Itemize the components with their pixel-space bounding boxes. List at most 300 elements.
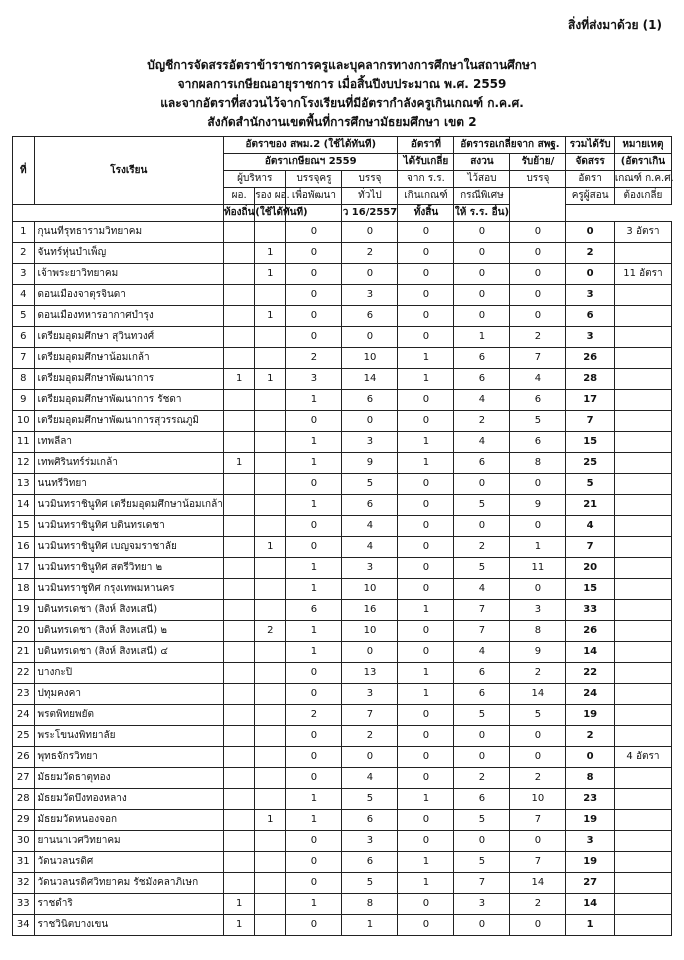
row-excess: 0: [398, 390, 454, 411]
row-director: [224, 705, 255, 726]
row-director: [224, 516, 255, 537]
header-group-retire: อัตราเกษียณฯ 2559: [224, 154, 398, 171]
row-excess: 1: [398, 789, 454, 810]
table-row: [13, 600, 672, 621]
row-move: 7: [510, 810, 566, 831]
row-total: 33: [566, 600, 614, 621]
row-deputy: [255, 579, 286, 600]
row-reserve: 0: [454, 747, 510, 768]
row-general: 0: [342, 327, 398, 348]
header-director: ผอ.: [224, 188, 255, 205]
row-local: 0: [286, 264, 342, 285]
row-number: 30: [13, 831, 35, 852]
row-deputy: [255, 390, 286, 411]
row-total: 1: [566, 915, 614, 936]
row-number: 12: [13, 453, 35, 474]
row-note: [614, 411, 671, 432]
row-local: 0: [286, 474, 342, 495]
row-deputy: [255, 726, 286, 747]
row-note: [614, 474, 671, 495]
row-total: 3: [566, 285, 614, 306]
row-number: 22: [13, 663, 35, 684]
row-total: 7: [566, 411, 614, 432]
row-number: 14: [13, 495, 35, 516]
row-number: 7: [13, 348, 35, 369]
row-excess: 1: [398, 348, 454, 369]
row-total: 0: [566, 264, 614, 285]
row-excess: 1: [398, 432, 454, 453]
row-move: 0: [510, 579, 566, 600]
row-local: 1: [286, 789, 342, 810]
row-local: 1: [286, 453, 342, 474]
row-director: [224, 852, 255, 873]
row-reserve: 0: [454, 243, 510, 264]
row-general: 10: [342, 579, 398, 600]
row-total: 22: [566, 663, 614, 684]
row-note: [614, 810, 671, 831]
table-row: [13, 411, 672, 432]
row-local: 0: [286, 516, 342, 537]
row-move: 14: [510, 684, 566, 705]
table-row: [13, 327, 672, 348]
row-total: 0: [566, 222, 614, 243]
table-row: [13, 789, 672, 810]
row-reserve: 7: [454, 873, 510, 894]
row-director: [224, 684, 255, 705]
row-move: 11: [510, 558, 566, 579]
row-general: 1: [342, 915, 398, 936]
header-total-line2: จัดสรร: [566, 154, 614, 171]
row-school: พรตพิทยพยัต: [34, 705, 224, 726]
row-reserve: 5: [454, 705, 510, 726]
table-row: [13, 369, 672, 390]
row-reserve: 0: [454, 222, 510, 243]
row-reserve: 6: [454, 369, 510, 390]
row-general: 7: [342, 705, 398, 726]
row-deputy: [255, 915, 286, 936]
row-note: [614, 432, 671, 453]
row-school: เตรียมอุดมศึกษา สุวินทวงศ์: [34, 327, 224, 348]
row-total: 4: [566, 516, 614, 537]
row-number: 33: [13, 894, 35, 915]
row-school: นวมินทราชินูทิศ เตรียมอุดมศึกษาน้อมเกล้า: [34, 495, 224, 516]
row-note: [614, 915, 671, 936]
row-school: ยานนาเวศวิทยาคม: [34, 831, 224, 852]
row-move: 2: [510, 894, 566, 915]
row-director: [224, 621, 255, 642]
row-school: ปทุมคงคา: [34, 684, 224, 705]
row-deputy: [255, 600, 286, 621]
row-total: 5: [566, 474, 614, 495]
row-move: 7: [510, 852, 566, 873]
row-reserve: 6: [454, 789, 510, 810]
row-director: [224, 558, 255, 579]
row-note: [614, 600, 671, 621]
row-director: [224, 474, 255, 495]
row-total: 19: [566, 852, 614, 873]
row-general: 9: [342, 453, 398, 474]
table-row: [13, 474, 672, 495]
row-director: [224, 264, 255, 285]
row-school: เตรียมอุดมศึกษาพัฒนาการ รัชดา: [34, 390, 224, 411]
row-reserve: 6: [454, 684, 510, 705]
row-excess: 0: [398, 327, 454, 348]
row-general: 4: [342, 516, 398, 537]
row-reserve: 6: [454, 453, 510, 474]
row-local: 2: [286, 705, 342, 726]
row-number: 31: [13, 852, 35, 873]
row-general: 4: [342, 537, 398, 558]
row-total: 6: [566, 306, 614, 327]
row-excess: 0: [398, 495, 454, 516]
row-school: นนทรีวิทยา: [34, 474, 224, 495]
row-school: กุนนทีรุทธารามวิทยาคม: [34, 222, 224, 243]
row-note: 11 อัตรา: [614, 264, 671, 285]
row-director: [224, 222, 255, 243]
row-move: 14: [510, 873, 566, 894]
row-excess: 0: [398, 831, 454, 852]
row-note: [614, 558, 671, 579]
row-note: [614, 852, 671, 873]
row-move: 5: [510, 411, 566, 432]
table-row: [13, 810, 672, 831]
row-number: 27: [13, 768, 35, 789]
row-local: 1: [286, 558, 342, 579]
row-deputy: [255, 411, 286, 432]
row-reserve: 6: [454, 663, 510, 684]
row-number: 32: [13, 873, 35, 894]
row-general: 6: [342, 390, 398, 411]
row-director: 1: [224, 453, 255, 474]
row-local: 0: [286, 726, 342, 747]
table-row: [13, 432, 672, 453]
header-blank: [13, 205, 224, 222]
row-excess: 0: [398, 306, 454, 327]
row-note: [614, 243, 671, 264]
row-note: [614, 726, 671, 747]
row-director: [224, 348, 255, 369]
row-total: 21: [566, 495, 614, 516]
row-number: 9: [13, 390, 35, 411]
header-total-line3: อัตรา: [566, 171, 614, 188]
row-local: 0: [286, 243, 342, 264]
header-group-adjust: อัตรารอเกลี่ยจาก สพฐ.: [454, 137, 566, 154]
row-school: เทพศิรินทร์ร่มเกล้า: [34, 453, 224, 474]
header-reserve-line4: ว 16/2557: [342, 205, 398, 222]
header-note-line4: ต้องเกลี่ย: [614, 188, 671, 205]
row-director: [224, 390, 255, 411]
row-school: ดอนเมืองทหารอากาศบำรุง: [34, 306, 224, 327]
row-excess: 0: [398, 537, 454, 558]
row-school: บดินทรเดชา (สิงห์ สิงหเสนี) ๒: [34, 621, 224, 642]
row-reserve: 2: [454, 411, 510, 432]
row-director: 1: [224, 915, 255, 936]
row-director: [224, 327, 255, 348]
row-general: 14: [342, 369, 398, 390]
row-reserve: 4: [454, 579, 510, 600]
title-line-1: บัญชีการจัดสรรอัตราข้าราชการครูและบุคลากรทางการศึกษาในสถานศึกษา: [147, 58, 537, 72]
table-row: [13, 852, 672, 873]
row-general: 8: [342, 894, 398, 915]
row-move: 7: [510, 348, 566, 369]
row-director: [224, 537, 255, 558]
header-excess-line1: อัตราที่: [398, 137, 454, 154]
header-general-line2: ทั่วไป: [342, 188, 398, 205]
row-total: 2: [566, 243, 614, 264]
row-note: 4 อัตรา: [614, 747, 671, 768]
row-total: 19: [566, 810, 614, 831]
header-general-line1: บรรจุ: [342, 171, 398, 188]
row-school: เทพลีลา: [34, 432, 224, 453]
row-number: 8: [13, 369, 35, 390]
row-total: 15: [566, 432, 614, 453]
row-director: [224, 663, 255, 684]
header-local-line2: เพื่อพัฒนา: [286, 188, 342, 205]
row-total: 3: [566, 831, 614, 852]
row-number: 34: [13, 915, 35, 936]
row-general: 3: [342, 831, 398, 852]
row-total: 0: [566, 747, 614, 768]
row-excess: 1: [398, 453, 454, 474]
row-note: [614, 894, 671, 915]
row-reserve: 5: [454, 495, 510, 516]
row-director: [224, 831, 255, 852]
row-reserve: 2: [454, 537, 510, 558]
table-row: [13, 264, 672, 285]
row-general: 6: [342, 810, 398, 831]
row-local: 1: [286, 495, 342, 516]
row-excess: 0: [398, 915, 454, 936]
row-total: 7: [566, 537, 614, 558]
row-reserve: 0: [454, 915, 510, 936]
title-line-3: และจากอัตราที่สงวนไว้จากโรงเรียนที่มีอัตรากำลังครูเกินเกณฑ์ ก.ค.ศ.: [160, 96, 524, 110]
row-note: [614, 642, 671, 663]
row-deputy: 1: [255, 243, 286, 264]
row-deputy: [255, 705, 286, 726]
row-reserve: 7: [454, 600, 510, 621]
row-local: 1: [286, 579, 342, 600]
row-reserve: 0: [454, 474, 510, 495]
row-excess: 0: [398, 726, 454, 747]
header-total-line4: ครูผู้สอน: [566, 188, 614, 205]
row-school: มัธยมวัดธาตุทอง: [34, 768, 224, 789]
row-number: 24: [13, 705, 35, 726]
row-director: [224, 642, 255, 663]
row-general: 10: [342, 348, 398, 369]
row-number: 3: [13, 264, 35, 285]
row-local: 1: [286, 894, 342, 915]
row-excess: 1: [398, 600, 454, 621]
row-reserve: 5: [454, 558, 510, 579]
row-deputy: [255, 831, 286, 852]
row-local: 0: [286, 327, 342, 348]
row-note: [614, 684, 671, 705]
row-note: [614, 453, 671, 474]
header-local-line3: ท้องถิ่น: [224, 205, 255, 222]
row-school: บดินทรเดชา (สิงห์ สิงหเสนี): [34, 600, 224, 621]
row-school: เตรียมอุดมศึกษาพัฒนาการสุวรรณภูมิ: [34, 411, 224, 432]
row-general: 2: [342, 243, 398, 264]
table-row: [13, 621, 672, 642]
row-excess: 0: [398, 558, 454, 579]
row-local: 1: [286, 621, 342, 642]
row-move: 2: [510, 768, 566, 789]
row-excess: 0: [398, 642, 454, 663]
title-line-2: จากผลการเกษียณอายุราชการ เมื่อสิ้นปีงบประมาณ พ.ศ. 2559: [177, 77, 507, 91]
table-row: [13, 243, 672, 264]
header-note-line1: หมายเหตุ: [614, 137, 671, 154]
row-reserve: 0: [454, 285, 510, 306]
row-excess: 0: [398, 411, 454, 432]
row-note: [614, 495, 671, 516]
row-move: 0: [510, 726, 566, 747]
table-row: [13, 747, 672, 768]
row-number: 28: [13, 789, 35, 810]
row-local: 1: [286, 390, 342, 411]
row-move: 0: [510, 516, 566, 537]
row-deputy: 1: [255, 810, 286, 831]
row-general: 3: [342, 684, 398, 705]
row-school: ราชวินิตบางเขน: [34, 915, 224, 936]
row-reserve: 4: [454, 390, 510, 411]
row-note: [614, 873, 671, 894]
row-total: 8: [566, 768, 614, 789]
row-local: 0: [286, 915, 342, 936]
row-reserve: 2: [454, 768, 510, 789]
attachment-label: สิ่งที่ส่งมาด้วย (1): [568, 18, 662, 32]
row-school: บางกะปิ: [34, 663, 224, 684]
row-local: 1: [286, 432, 342, 453]
row-move: 0: [510, 915, 566, 936]
table-row: [13, 642, 672, 663]
row-note: [614, 663, 671, 684]
header-move-line2: บรรจุ: [510, 171, 566, 188]
row-number: 1: [13, 222, 35, 243]
row-general: 6: [342, 495, 398, 516]
row-excess: 1: [398, 663, 454, 684]
table-row: [13, 663, 672, 684]
header-reserve-line1: สงวน: [454, 154, 510, 171]
row-general: 0: [342, 222, 398, 243]
row-general: 3: [342, 558, 398, 579]
row-deputy: [255, 747, 286, 768]
row-total: 2: [566, 726, 614, 747]
row-total: 27: [566, 873, 614, 894]
row-excess: 0: [398, 222, 454, 243]
row-general: 5: [342, 474, 398, 495]
row-director: [224, 495, 255, 516]
row-excess: 0: [398, 621, 454, 642]
row-reserve: 4: [454, 642, 510, 663]
header-admin: ผู้บริหาร: [224, 171, 286, 188]
row-school: นวมินทราชินูทิศ สตรีวิทยา ๒: [34, 558, 224, 579]
row-excess: 0: [398, 810, 454, 831]
row-school: นวมินทราชูทิศ กรุงเทพมหานคร: [34, 579, 224, 600]
row-total: 20: [566, 558, 614, 579]
row-local: 0: [286, 663, 342, 684]
row-total: 26: [566, 348, 614, 369]
row-director: [224, 747, 255, 768]
row-deputy: [255, 495, 286, 516]
row-local: 6: [286, 600, 342, 621]
table-row: [13, 579, 672, 600]
row-deputy: 1: [255, 537, 286, 558]
row-general: 0: [342, 264, 398, 285]
row-total: 17: [566, 390, 614, 411]
row-number: 25: [13, 726, 35, 747]
row-move: 0: [510, 264, 566, 285]
table-row: [13, 390, 672, 411]
header-reserve-line2: ไว้สอบ: [454, 171, 510, 188]
row-number: 19: [13, 600, 35, 621]
row-general: 3: [342, 432, 398, 453]
row-general: 16: [342, 600, 398, 621]
row-deputy: [255, 348, 286, 369]
row-general: 13: [342, 663, 398, 684]
row-total: 15: [566, 579, 614, 600]
row-excess: 0: [398, 579, 454, 600]
row-move: 1: [510, 537, 566, 558]
row-general: 3: [342, 285, 398, 306]
row-move: 0: [510, 243, 566, 264]
row-deputy: [255, 474, 286, 495]
row-note: [614, 831, 671, 852]
row-deputy: [255, 516, 286, 537]
row-reserve: 6: [454, 348, 510, 369]
row-excess: 0: [398, 894, 454, 915]
row-general: 4: [342, 768, 398, 789]
row-number: 16: [13, 537, 35, 558]
row-excess: 1: [398, 369, 454, 390]
header-general-line3: (ใช้ได้ทันที): [255, 205, 286, 222]
row-school: จันทร์หุ่นบำเพ็ญ: [34, 243, 224, 264]
row-deputy: [255, 432, 286, 453]
row-reserve: 7: [454, 621, 510, 642]
header-school: โรงเรียน: [34, 137, 224, 205]
header-move-line1: รับย้าย/: [510, 154, 566, 171]
header-deputy: รอง ผอ.: [255, 188, 286, 205]
row-director: [224, 810, 255, 831]
row-total: 28: [566, 369, 614, 390]
row-reserve: 4: [454, 432, 510, 453]
row-note: [614, 390, 671, 411]
row-deputy: [255, 789, 286, 810]
row-director: [224, 726, 255, 747]
row-excess: 1: [398, 684, 454, 705]
row-local: 0: [286, 285, 342, 306]
row-excess: 0: [398, 516, 454, 537]
header-excess-line2: ได้รับเกลี่ย: [398, 154, 454, 171]
header-note-line2: (อัตราเกิน: [614, 154, 671, 171]
row-number: 18: [13, 579, 35, 600]
row-director: [224, 243, 255, 264]
row-number: 15: [13, 516, 35, 537]
row-number: 20: [13, 621, 35, 642]
row-deputy: [255, 285, 286, 306]
row-note: [614, 285, 671, 306]
table-row: [13, 558, 672, 579]
row-number: 5: [13, 306, 35, 327]
title-line-4: สังกัดสำนักงานเขตพื้นที่การศึกษามัธยมศึกษา เขต 2: [207, 115, 477, 129]
row-general: 5: [342, 873, 398, 894]
row-deputy: [255, 453, 286, 474]
header-no: ที่: [13, 137, 35, 205]
table-row: [13, 726, 672, 747]
row-number: 6: [13, 327, 35, 348]
row-number: 29: [13, 810, 35, 831]
row-school: วัดนวลนรดิศ: [34, 852, 224, 873]
row-reserve: 1: [454, 327, 510, 348]
